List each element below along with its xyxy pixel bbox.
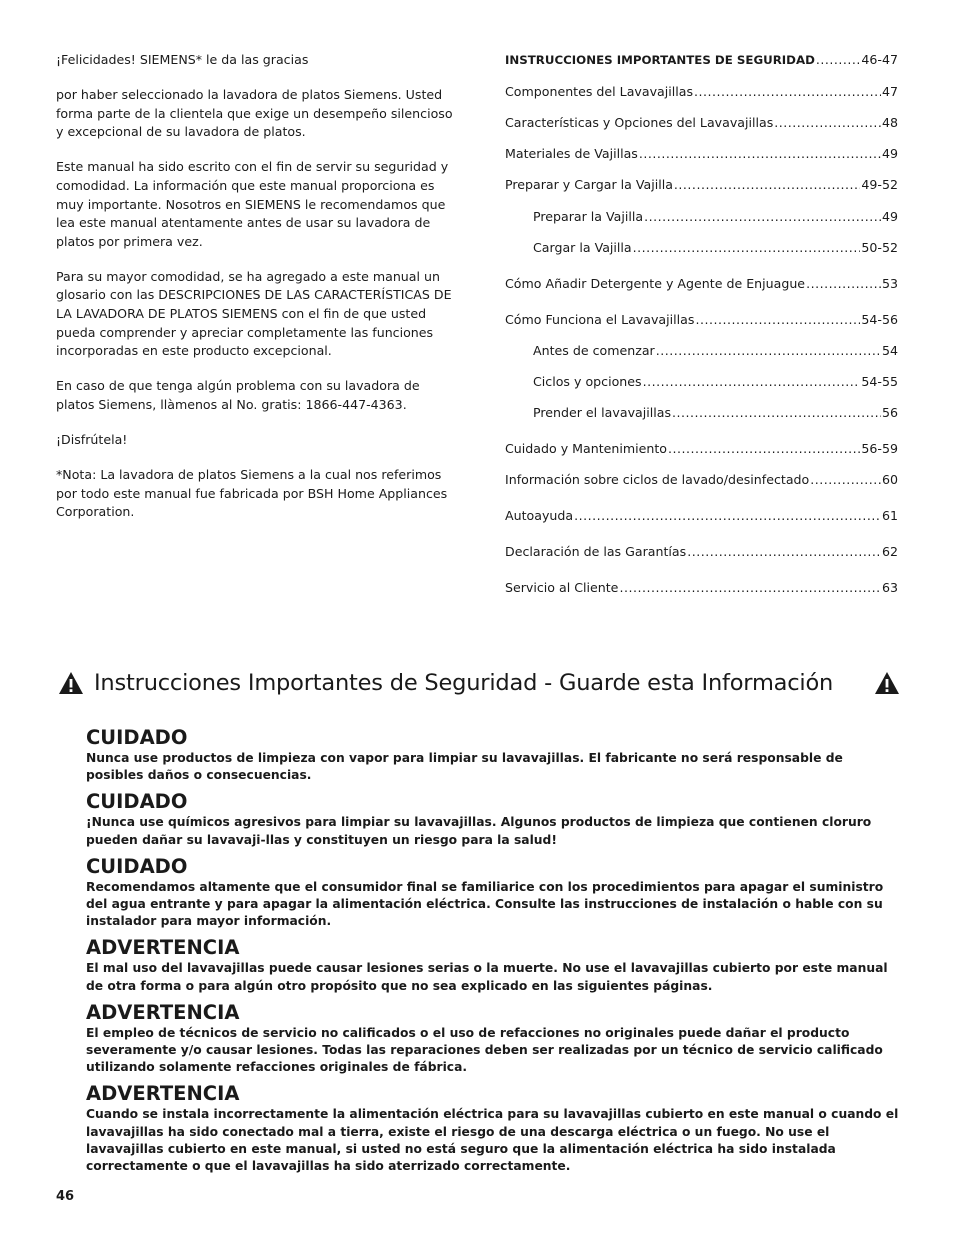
intro-paragraph: *Nota: La lavadora de platos Siemens a la cual nos referimos por todo este manual fue fabricada por BSH Home Appliances Corporation. xyxy=(56,467,448,520)
notice-text: Cuando se instala incorrectamente la alimentación eléctrica para su lavavajillas cubierto en este manual o cuando el lavavajillas ha sido conectado mal a tierra, existe el riesgo de una descarga eléctrica o un fuego. No use el lavavajillas cubierto en este manual, si usted no está seguro que la alimentación eléctrica ha sido instalada correctamente o que el lavavajillas ha sido aterrizado correctamente. xyxy=(86,1107,899,1174)
notice-text: El empleo de técnicos de servicio no calificados o el uso de refacciones no originales puede dañar el producto severamente y/o causar lesiones. Todas las reparaciones deben ser realizadas por un técnico de servicio calificado utilizando solamente refacciones originales de fábrica. xyxy=(86,1025,883,1075)
toc-leader xyxy=(656,342,881,360)
warning-notice xyxy=(86,1001,901,1077)
notice-heading: ADVERTENCIA xyxy=(86,1000,240,1024)
warning-notice xyxy=(86,936,901,994)
intro-column xyxy=(56,51,456,538)
toc-entry xyxy=(505,176,898,194)
toc-entry xyxy=(505,83,898,101)
toc-entry-label: Información sobre ciclos de lavado/desinfectado xyxy=(505,472,810,487)
toc-leader xyxy=(816,51,860,69)
toc-entry-page: 49-52 xyxy=(861,177,898,192)
toc-entry-label: Prender el lavavajillas xyxy=(533,405,672,420)
toc-entry-page: 49 xyxy=(881,146,898,161)
notice-heading: CUIDADO xyxy=(86,854,188,878)
toc-subentry xyxy=(533,373,898,391)
toc-entry-label: Antes de comenzar xyxy=(533,343,655,358)
toc-entry xyxy=(505,114,898,132)
toc-entry-label: Preparar y Cargar la Vajilla xyxy=(505,177,673,192)
toc-entry-label: Servicio al Cliente xyxy=(505,580,619,595)
toc-entry-page: 48 xyxy=(881,115,898,130)
toc-entry-page: 60 xyxy=(881,472,898,487)
toc-entry-label: Autoayuda xyxy=(505,508,574,523)
toc-entry-label: Características y Opciones del Lavavajillas xyxy=(505,115,774,130)
notice-heading: CUIDADO xyxy=(86,726,188,749)
toc-entry-page: 56 xyxy=(881,405,898,420)
safety-heading xyxy=(58,670,900,696)
toc-leader xyxy=(695,311,860,329)
toc-entry-page: 54-55 xyxy=(861,374,898,389)
toc-entry-label: INSTRUCCIONES IMPORTANTES DE SEGURIDAD xyxy=(505,53,815,67)
toc-leader xyxy=(633,239,861,257)
toc-entry-label: Cómo Funciona el Lavavajillas xyxy=(505,312,695,327)
toc-entry xyxy=(505,507,898,525)
toc-entry-label: Componentes del Lavavajillas xyxy=(505,84,694,99)
toc-subentry xyxy=(533,239,898,257)
notice-text: Nunca use productos de limpieza con vapor para limpiar su lavavajillas. El fabricante no será responsable de posibles daños o consecuencias. xyxy=(86,751,843,783)
toc-leader xyxy=(643,373,861,391)
warning-notice xyxy=(86,1082,901,1175)
warning-triangle-icon xyxy=(58,671,84,695)
caution-notice xyxy=(86,855,901,931)
caution-notice xyxy=(86,790,901,848)
toc-subentry xyxy=(533,404,898,422)
toc-entry-page: 61 xyxy=(881,508,898,523)
toc-leader xyxy=(687,543,881,561)
toc-entry-page: 62 xyxy=(881,544,898,559)
caution-notice xyxy=(86,726,901,784)
toc-subentry xyxy=(533,342,898,360)
toc-entry-page: 49 xyxy=(881,209,898,224)
toc-entry xyxy=(505,579,898,597)
toc-entry xyxy=(505,543,898,561)
safety-notices xyxy=(86,726,901,1181)
toc-entry-page: 56-59 xyxy=(861,441,898,456)
toc-entry-page: 50-52 xyxy=(861,240,898,255)
toc-leader xyxy=(774,114,881,132)
toc-entry xyxy=(505,51,898,69)
toc-entry-label: Cómo Añadir Detergente y Agente de Enjuague xyxy=(505,276,806,291)
toc-entry-page: 53 xyxy=(881,276,898,291)
toc-leader xyxy=(810,471,881,489)
toc-subentry xyxy=(533,208,898,226)
notice-text: Recomendamos altamente que el consumidor final se familiarice con los procedimientos para apagar el suministro del agua entrante y para apagar la alimentación eléctrica. Consulte las instrucciones de instalación o hable con su instalador para mayor información. xyxy=(86,879,884,929)
intro-paragraph: Este manual ha sido escrito con el fin de servir su seguridad y comodidad. La información que este manual proporciona es muy importante. Nosotros en SIEMENS le recomendamos que lea este manual atentamente antes de usar su lavadora de platos por primera vez. xyxy=(56,159,449,249)
toc-entry xyxy=(505,145,898,163)
notice-heading: ADVERTENCIA xyxy=(86,1082,240,1106)
notice-text: ¡Nunca use químicos agresivos para limpiar su lavavajillas. Algunos productos de limpieza que contienen cloruro pueden dañar su lavavaji-llas y constituyen un riesgo para la salud! xyxy=(86,815,872,847)
intro-paragraph: ¡Disfrútela! xyxy=(56,432,128,447)
toc-leader xyxy=(644,208,881,226)
toc-leader xyxy=(574,507,881,525)
page-number: 46 xyxy=(56,1189,75,1204)
toc-leader xyxy=(806,275,881,293)
toc-entry-page: 47 xyxy=(881,84,898,99)
toc-leader xyxy=(672,404,881,422)
toc-entry xyxy=(505,311,898,329)
toc-entry-page: 63 xyxy=(881,580,898,595)
toc-entry-page: 54 xyxy=(881,343,898,358)
intro-greeting: ¡Felicidades! SIEMENS* le da las gracias xyxy=(56,52,309,67)
toc-leader xyxy=(639,145,881,163)
toc-entry xyxy=(505,275,898,293)
toc-entry-label: Declaración de las Garantías xyxy=(505,544,687,559)
safety-title: Instrucciones Importantes de Seguridad - Guarde esta Información xyxy=(94,670,834,696)
intro-paragraph: por haber seleccionado la lavadora de platos Siemens. Usted forma parte de la clientela que exige un desempeño silencioso y excepcional de su lavadora de platos. xyxy=(56,87,453,140)
toc-leader xyxy=(619,579,881,597)
toc-entry-label: Materiales de Vajillas xyxy=(505,146,638,161)
toc-entry xyxy=(505,440,898,458)
warning-triangle-icon xyxy=(874,671,900,695)
toc-entry-label: Ciclos y opciones xyxy=(533,374,642,389)
toc-leader xyxy=(668,440,860,458)
toc-entry xyxy=(505,471,898,489)
toc-entry-page: 54-56 xyxy=(861,312,898,327)
intro-paragraph: En caso de que tenga algún problema con su lavadora de platos Siemens, llàmenos al No. gratis: 1866-447-4363. xyxy=(56,378,420,412)
toc-entry-label: Preparar la Vajilla xyxy=(533,209,644,224)
toc-leader xyxy=(674,176,860,194)
toc-entry-page: 46-47 xyxy=(861,52,898,67)
notice-text: El mal uso del lavavajillas puede causar lesiones serias o la muerte. No use el lavavajillas cubierto por este manual de otra forma o para algún otro propósito que no sea explicado en las siguientes páginas. xyxy=(86,961,888,993)
notice-heading: CUIDADO xyxy=(86,790,188,814)
notice-heading: ADVERTENCIA xyxy=(86,936,240,960)
intro-paragraph: Para su mayor comodidad, se ha agregado a este manual un glosario con las DESCRIPCIONES DE LAS CARACTERÍSTICAS DE LA LAVADORA DE PLATOS SIEMENS con el fin de que usted pueda comprender y apreciar completamente las funciones incorporadas en este producto excepcional. xyxy=(56,268,452,359)
toc-entry-label: Cuidado y Mantenimiento xyxy=(505,441,668,456)
toc-entry-label: Cargar la Vajilla xyxy=(533,240,632,255)
toc-leader xyxy=(694,83,881,101)
